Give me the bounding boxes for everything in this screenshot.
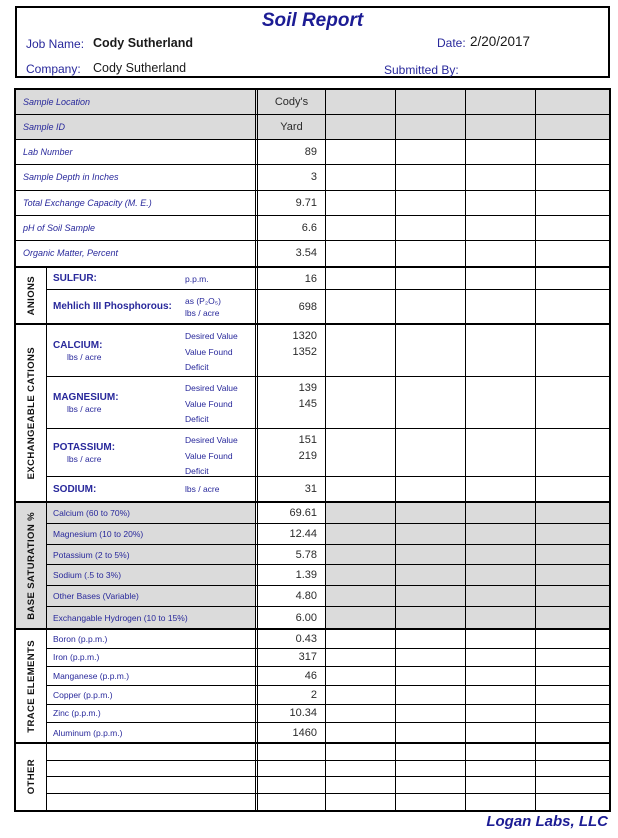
value-cell — [255, 140, 325, 164]
empty-cell — [535, 216, 609, 240]
empty-cell — [395, 115, 465, 139]
value-cell — [255, 630, 325, 648]
section-title-trace-elements — [16, 630, 47, 742]
empty-cell — [325, 705, 395, 723]
base-magnesium-value: 12.44 — [289, 527, 317, 540]
desired-value-label: Desired Value — [185, 331, 238, 341]
empty-cell — [535, 524, 609, 544]
lab-number-value: 89 — [304, 146, 317, 159]
empty-cell — [255, 777, 325, 793]
row-label-cell — [47, 565, 255, 585]
table-row-base-magnesium — [47, 524, 609, 545]
empty-cell — [535, 686, 609, 704]
value-cell — [255, 723, 325, 742]
row-label: Calcium (60 to 70%) — [53, 507, 131, 518]
empty-cell — [535, 794, 609, 811]
header-box — [15, 6, 610, 78]
empty-cell — [465, 545, 535, 565]
row-label: Sample Location — [23, 97, 91, 108]
table-row-sample-depth — [16, 165, 609, 190]
row-label-cell — [47, 290, 255, 323]
row-label: Aluminum (p.p.m.) — [53, 727, 123, 738]
row-label: Total Exchange Capacity (M. E.) — [23, 197, 152, 208]
manganese-value: 46 — [304, 670, 317, 683]
table-row-manganese — [47, 667, 609, 686]
value-cell — [255, 667, 325, 685]
unit-label: lbs / acre — [185, 307, 220, 318]
total-exchange-capacity-value: 9.71 — [295, 196, 317, 209]
empty-cell — [325, 429, 395, 476]
value-found-label: Value Found — [185, 398, 233, 409]
row-label-cell — [47, 268, 255, 289]
deficit-label: Deficit — [185, 466, 209, 476]
value-cell — [255, 586, 325, 606]
row-label-cell — [47, 477, 255, 501]
row-label-cell — [47, 377, 255, 428]
empty-cell — [535, 477, 609, 501]
empty-cell — [325, 607, 395, 628]
row-label-cell — [16, 90, 255, 114]
value-cell — [255, 649, 325, 667]
sample-depth-value: 3 — [310, 171, 317, 184]
table-row-other-bases — [47, 586, 609, 607]
row-label-cell — [47, 325, 255, 376]
value-cell — [255, 607, 325, 628]
empty-cell — [395, 794, 465, 811]
row-label-cell — [47, 524, 255, 544]
empty-cell — [465, 586, 535, 606]
row-label-cell — [47, 429, 255, 476]
empty-cell — [535, 777, 609, 793]
empty-cell — [395, 90, 465, 114]
table-row-other-3 — [47, 777, 609, 794]
potassium-desired-value: 151 — [298, 434, 317, 446]
page-title: Soil Report — [261, 10, 364, 31]
empty-cell — [465, 761, 535, 777]
table-row-total-exchange-capacity — [16, 191, 609, 216]
row-label: Iron (p.p.m.) — [53, 652, 100, 663]
value-cell — [255, 705, 325, 723]
empty-cell — [395, 290, 465, 323]
empty-cell — [395, 705, 465, 723]
empty-cell — [465, 777, 535, 793]
empty-cell — [325, 165, 395, 189]
empty-cell — [395, 477, 465, 501]
empty-cell — [325, 477, 395, 501]
table-row-exchangeable-hydrogen — [47, 607, 609, 628]
mineral-name: SULFUR: — [53, 273, 97, 284]
other-bases-value: 4.80 — [295, 590, 317, 603]
row-label-cell — [16, 241, 255, 266]
empty-cell — [325, 290, 395, 323]
table-row-magnesium — [47, 377, 609, 429]
base-potassium-value: 5.78 — [295, 548, 317, 561]
empty-cell — [465, 723, 535, 742]
value-cell — [255, 686, 325, 704]
empty-cell — [535, 325, 609, 376]
row-label: pH of Soil Sample — [23, 222, 96, 233]
empty-cell — [465, 377, 535, 428]
empty-cell — [535, 290, 609, 323]
empty-cell — [255, 744, 325, 760]
row-label-cell — [47, 607, 255, 628]
row-label-cell — [47, 503, 255, 523]
table-row-iron — [47, 649, 609, 668]
empty-cell — [465, 630, 535, 648]
empty-cell — [535, 90, 609, 114]
empty-cell — [325, 503, 395, 523]
empty-cell — [535, 191, 609, 215]
table-row-boron — [47, 630, 609, 649]
empty-cell — [465, 191, 535, 215]
row-label-cell — [47, 686, 255, 704]
empty-cell — [255, 794, 325, 811]
empty-cell — [395, 607, 465, 628]
empty-cell — [395, 649, 465, 667]
empty-cell — [325, 777, 395, 793]
row-label-cell — [47, 705, 255, 723]
empty-cell — [325, 545, 395, 565]
empty-cell — [465, 705, 535, 723]
empty-cell — [325, 241, 395, 266]
empty-cell — [535, 667, 609, 685]
ph-value: 6.6 — [301, 221, 317, 234]
table-row-organic-matter — [16, 241, 609, 266]
row-label: Magnesium (10 to 20%) — [53, 528, 144, 539]
value-cell — [255, 377, 325, 428]
copper-value: 2 — [310, 688, 317, 701]
empty-cell — [465, 794, 535, 811]
deficit-label: Deficit — [185, 414, 209, 424]
empty-cell — [395, 761, 465, 777]
value-cell — [255, 290, 325, 323]
empty-cell — [395, 565, 465, 585]
value-cell — [255, 216, 325, 240]
empty-cell — [535, 545, 609, 565]
empty-cell — [395, 325, 465, 376]
empty-cell — [325, 586, 395, 606]
table-row-base-potassium — [47, 545, 609, 566]
table-row-sample-location — [16, 90, 609, 115]
mineral-name: POTASSIUM: — [53, 441, 116, 453]
empty-cell — [325, 649, 395, 667]
calcium-desired-value: 1320 — [292, 330, 317, 342]
table-row-sulfur — [47, 268, 609, 290]
section-title-anions — [16, 268, 47, 323]
row-label: Manganese (p.p.m.) — [53, 671, 130, 682]
row-label-cell — [47, 545, 255, 565]
row-label: Exchangable Hydrogen (10 to 15%) — [53, 612, 188, 623]
unit-label: p.p.m. — [185, 273, 209, 284]
empty-cell — [535, 705, 609, 723]
empty-cell — [325, 216, 395, 240]
empty-cell — [535, 744, 609, 760]
empty-cell — [395, 545, 465, 565]
value-cell — [255, 268, 325, 289]
section-title-text: OTHER — [25, 759, 37, 795]
empty-cell — [325, 191, 395, 215]
empty-cell — [465, 686, 535, 704]
empty-cell — [465, 565, 535, 585]
empty-cell — [465, 290, 535, 323]
empty-cell — [395, 268, 465, 289]
empty-cell — [465, 607, 535, 628]
value-cell — [255, 477, 325, 501]
empty-cell — [325, 667, 395, 685]
sample-id-value: Yard — [280, 121, 303, 134]
mineral-name: MAGNESIUM: — [53, 391, 119, 403]
value-cell — [255, 565, 325, 585]
empty-cell — [535, 761, 609, 777]
value-cell — [255, 115, 325, 139]
empty-cell — [535, 503, 609, 523]
section-title-text: EXCHANGEABLE CATIONS — [25, 346, 37, 480]
value-cell — [255, 429, 325, 476]
empty-cell — [395, 241, 465, 266]
empty-cell — [325, 377, 395, 428]
section-title-text: BASE SATURATION % — [25, 511, 37, 620]
row-label: Sample Depth in Inches — [23, 172, 119, 183]
empty-cell — [535, 165, 609, 189]
empty-cell — [465, 140, 535, 164]
empty-cell — [325, 761, 395, 777]
empty-cell — [535, 630, 609, 648]
empty-cell — [395, 586, 465, 606]
row-label-cell — [47, 630, 255, 648]
table-row-base-calcium — [47, 503, 609, 524]
row-label: Lab Number — [23, 147, 73, 158]
magnesium-desired-value: 139 — [298, 382, 317, 394]
phosphorous-value: 698 — [298, 300, 317, 313]
value-cell — [255, 545, 325, 565]
value-found-label: Value Found — [185, 346, 233, 357]
deficit-label: Deficit — [185, 362, 209, 372]
row-label: Sample ID — [23, 122, 66, 133]
row-label: Zinc (p.p.m.) — [53, 708, 101, 719]
magnesium-found-value: 145 — [298, 397, 317, 410]
empty-cell — [465, 667, 535, 685]
row-label-cell — [16, 191, 255, 215]
empty-cell — [395, 429, 465, 476]
empty-cell — [325, 686, 395, 704]
date-label: Date: — [437, 36, 466, 50]
row-label-cell — [47, 667, 255, 685]
section-title-other — [16, 744, 47, 810]
unit-label: lbs / acre — [185, 484, 220, 494]
empty-cell — [465, 90, 535, 114]
table-row-other-1 — [47, 744, 609, 761]
unit-label: lbs / acre — [67, 403, 102, 414]
empty-cell — [395, 191, 465, 215]
job-name-label: Job Name: — [26, 37, 85, 51]
empty-label-cell — [47, 794, 255, 811]
sodium-value: 31 — [304, 483, 317, 495]
table-row-aluminum — [47, 723, 609, 742]
row-label: Potassium (2 to 5%) — [53, 549, 130, 560]
empty-cell — [535, 607, 609, 628]
value-cell — [255, 191, 325, 215]
organic-matter-value: 3.54 — [295, 247, 317, 260]
empty-cell — [535, 241, 609, 266]
empty-cell — [465, 503, 535, 523]
table-row-potassium — [47, 429, 609, 477]
submitted-by-label: Submitted By: — [384, 63, 459, 77]
iron-value: 317 — [298, 651, 317, 664]
value-cell — [255, 165, 325, 189]
empty-cell — [465, 268, 535, 289]
empty-cell — [535, 377, 609, 428]
section-anions — [14, 266, 611, 325]
empty-cell — [535, 429, 609, 476]
desired-value-label: Desired Value — [185, 435, 238, 445]
empty-cell — [325, 524, 395, 544]
unit-label: lbs / acre — [67, 453, 102, 464]
empty-cell — [395, 686, 465, 704]
table-row-other-2 — [47, 761, 609, 778]
empty-cell — [325, 115, 395, 139]
desired-value-label: Desired Value — [185, 383, 238, 393]
row-label-cell — [47, 723, 255, 742]
empty-label-cell — [47, 744, 255, 760]
empty-cell — [395, 744, 465, 760]
empty-cell — [325, 744, 395, 760]
row-label: Copper (p.p.m.) — [53, 689, 113, 700]
empty-cell — [325, 325, 395, 376]
empty-cell — [395, 165, 465, 189]
section-base-saturation — [14, 501, 611, 630]
top-section — [14, 88, 611, 268]
empty-cell — [465, 649, 535, 667]
empty-cell — [395, 216, 465, 240]
unit-label: as (P₂O₅) — [185, 295, 222, 306]
table-row-lab-number — [16, 140, 609, 165]
empty-cell — [395, 503, 465, 523]
lab-name: Logan Labs, LLC — [486, 813, 608, 830]
empty-cell — [465, 216, 535, 240]
empty-cell — [465, 165, 535, 189]
sulfur-value: 16 — [304, 272, 317, 285]
row-label-cell — [47, 649, 255, 667]
empty-cell — [325, 723, 395, 742]
table-row-phosphorous — [47, 290, 609, 323]
table-row-sodium — [47, 477, 609, 501]
empty-cell — [535, 586, 609, 606]
empty-cell — [395, 524, 465, 544]
empty-cell — [535, 140, 609, 164]
empty-cell — [325, 90, 395, 114]
value-cell — [255, 241, 325, 266]
row-label-cell — [16, 115, 255, 139]
date-value: 2/20/2017 — [470, 34, 531, 49]
sample-location-value: Cody's — [274, 96, 309, 109]
empty-cell — [325, 630, 395, 648]
empty-cell — [535, 649, 609, 667]
aluminum-value: 1460 — [292, 726, 317, 739]
empty-cell — [535, 723, 609, 742]
row-label: Other Bases (Variable) — [53, 591, 139, 602]
job-name-value: Cody Sutherland — [93, 36, 194, 50]
table-row-zinc — [47, 705, 609, 724]
empty-cell — [535, 268, 609, 289]
empty-cell — [395, 140, 465, 164]
section-title-base-saturation — [16, 503, 47, 628]
value-cell — [255, 503, 325, 523]
empty-cell — [255, 761, 325, 777]
empty-cell — [465, 241, 535, 266]
report-table — [14, 88, 611, 812]
section-exchangeable-cations — [14, 323, 611, 503]
row-label-cell — [16, 165, 255, 189]
company-value: Cody Sutherland — [93, 61, 187, 75]
calcium-found-value: 1352 — [292, 345, 317, 358]
section-title-text: ANIONS — [25, 275, 37, 316]
base-sodium-value: 1.39 — [295, 569, 317, 582]
empty-cell — [465, 524, 535, 544]
value-cell — [255, 90, 325, 114]
company-label: Company: — [26, 62, 81, 76]
empty-cell — [325, 565, 395, 585]
value-cell — [255, 524, 325, 544]
section-title-text: TRACE ELEMENTS — [25, 639, 37, 733]
empty-cell — [535, 565, 609, 585]
row-label: Organic Matter, Percent — [23, 248, 119, 259]
section-other — [14, 742, 611, 812]
empty-cell — [465, 115, 535, 139]
empty-cell — [535, 115, 609, 139]
empty-label-cell — [47, 761, 255, 777]
table-row-copper — [47, 686, 609, 705]
empty-label-cell — [47, 777, 255, 793]
empty-cell — [465, 429, 535, 476]
empty-cell — [325, 794, 395, 811]
row-label-cell — [16, 216, 255, 240]
mineral-name: CALCIUM: — [53, 339, 103, 351]
empty-cell — [465, 477, 535, 501]
base-calcium-value: 69.61 — [289, 506, 317, 519]
unit-label: lbs / acre — [67, 351, 102, 362]
value-cell — [255, 325, 325, 376]
table-row-base-sodium — [47, 565, 609, 586]
table-row-sample-id — [16, 115, 609, 140]
mineral-name: Mehlich III Phosphorous: — [53, 301, 172, 312]
table-row-ph — [16, 216, 609, 241]
row-label: Sodium (.5 to 3%) — [53, 570, 122, 581]
value-found-label: Value Found — [185, 450, 233, 461]
table-row-other-4 — [47, 794, 609, 811]
row-label: Boron (p.p.m.) — [53, 633, 108, 644]
row-label-cell — [16, 140, 255, 164]
section-trace-elements — [14, 628, 611, 744]
exchangeable-hydrogen-value: 6.00 — [295, 611, 317, 624]
table-row-calcium — [47, 325, 609, 377]
empty-cell — [395, 777, 465, 793]
empty-cell — [465, 325, 535, 376]
empty-cell — [465, 744, 535, 760]
section-title-exchangeable-cations — [16, 325, 47, 501]
empty-cell — [395, 723, 465, 742]
potassium-found-value: 219 — [298, 449, 317, 462]
empty-cell — [325, 140, 395, 164]
mineral-name: SODIUM: — [53, 483, 97, 495]
boron-value: 0.43 — [295, 632, 317, 645]
row-label-cell — [47, 586, 255, 606]
empty-cell — [395, 377, 465, 428]
empty-cell — [395, 667, 465, 685]
empty-cell — [325, 268, 395, 289]
zinc-value: 10.34 — [289, 707, 317, 720]
empty-cell — [395, 630, 465, 648]
